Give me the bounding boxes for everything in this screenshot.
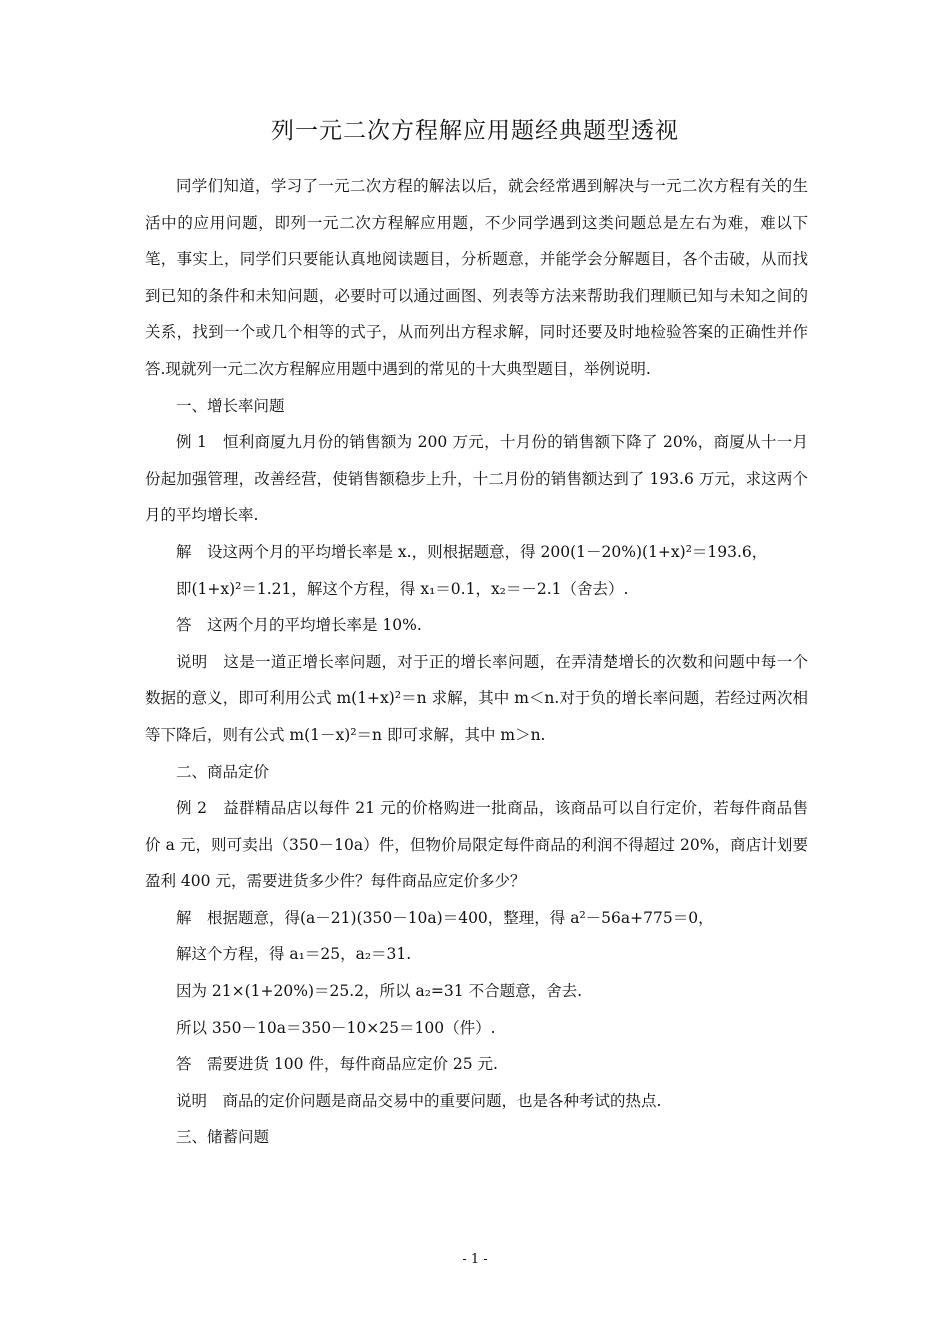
example-1-solution-line-2: 即(1+x)²＝1.21，解这个方程，得 x₁＝0.1，x₂＝－2.1（舍去）. [176,579,629,598]
section-heading-pricing: 二、商品定价 [176,762,270,781]
intro-paragraph: 同学们知道，学习了一元二次方程的解法以后，就会经常遇到解决与一元二次方程有关的生活中的应用问题，即列一元二次方程解应用题，不少同学遇到这类问题总是左右为难，难以下笔，事实上，同学们只要能认真地阅读题目，分析题意，并能学会分解题目，各个击破，从而找到已知的条件和未知问题，必要时可以通过画图、列表等方法来帮助我们理顺已知与未知之间的关系，找到一个或几个相等的式子，从而列出方程求解，同时还要及时地检验答案的正确性并作答.现就列一元二次方程解应用题中遇到的常见的十大典型题目，举例说明. [145,177,808,378]
page-number: - 1 - [462,1252,488,1267]
document-body [145,168,808,1156]
example-1: 例 1 恒利商厦九月份的销售额为 200 万元，十月份的销售额下降了 20%，商厦从十一月份起加强管理，改善经营，使销售额稳步上升，十二月份的销售额达到了 193.6 万元，求这两个月的平均增长率. [145,433,808,525]
example-1-note: 说明 这是一道正增长率问题，对于正的增长率问题，在弄清楚增长的次数和问题中每一个数据的意义，即可利用公式 m(1+x)²＝n 求解，其中 m＜n.对于负的增长率问题，若经过两次相等下降后，则有公式 m(1－x)²＝n 即可求解，其中 m＞n. [145,652,808,744]
example-2-solution-line-4: 所以 350－10a＝350－10×25＝100（件）. [176,1018,496,1037]
example-2-answer: 答 需要进货 100 件，每件商品应定价 25 元. [176,1055,498,1074]
document-title: 列一元二次方程解应用题经典题型透视 [271,118,679,144]
example-2-solution-line-3: 因为 21×(1+20%)＝25.2，所以 a₂=31 不合题意，舍去. [176,982,582,1001]
section-heading-savings: 三、储蓄问题 [176,1128,270,1147]
example-2-note: 说明 商品的定价问题是商品交易中的重要问题，也是各种考试的热点. [176,1091,662,1110]
example-2-solution-line-1: 解 根据题意，得(a－21)(350－10a)＝400，整理，得 a²－56a+775＝0， [176,908,714,927]
example-1-answer: 答 这两个月的平均增长率是 10%. [176,616,422,635]
example-2: 例 2 益群精品店以每件 21 元的价格购进一批商品，该商品可以自行定价，若每件商品售价 a 元，则可卖出（350－10a）件，但物价局限定每件商品的利润不得超过 20%，商店计划要盈利 400 元，需要进货多少件？每件商品应定价多少？ [145,799,808,891]
section-heading-growth-rate: 一、增长率问题 [176,396,285,415]
example-1-solution-line-1: 解 设这两个月的平均增长率是 x.，则根据题意，得 200(1－20%)(1+x)²＝193.6， [176,542,768,561]
example-2-solution-line-2: 解这个方程，得 a₁＝25，a₂＝31. [176,945,412,964]
